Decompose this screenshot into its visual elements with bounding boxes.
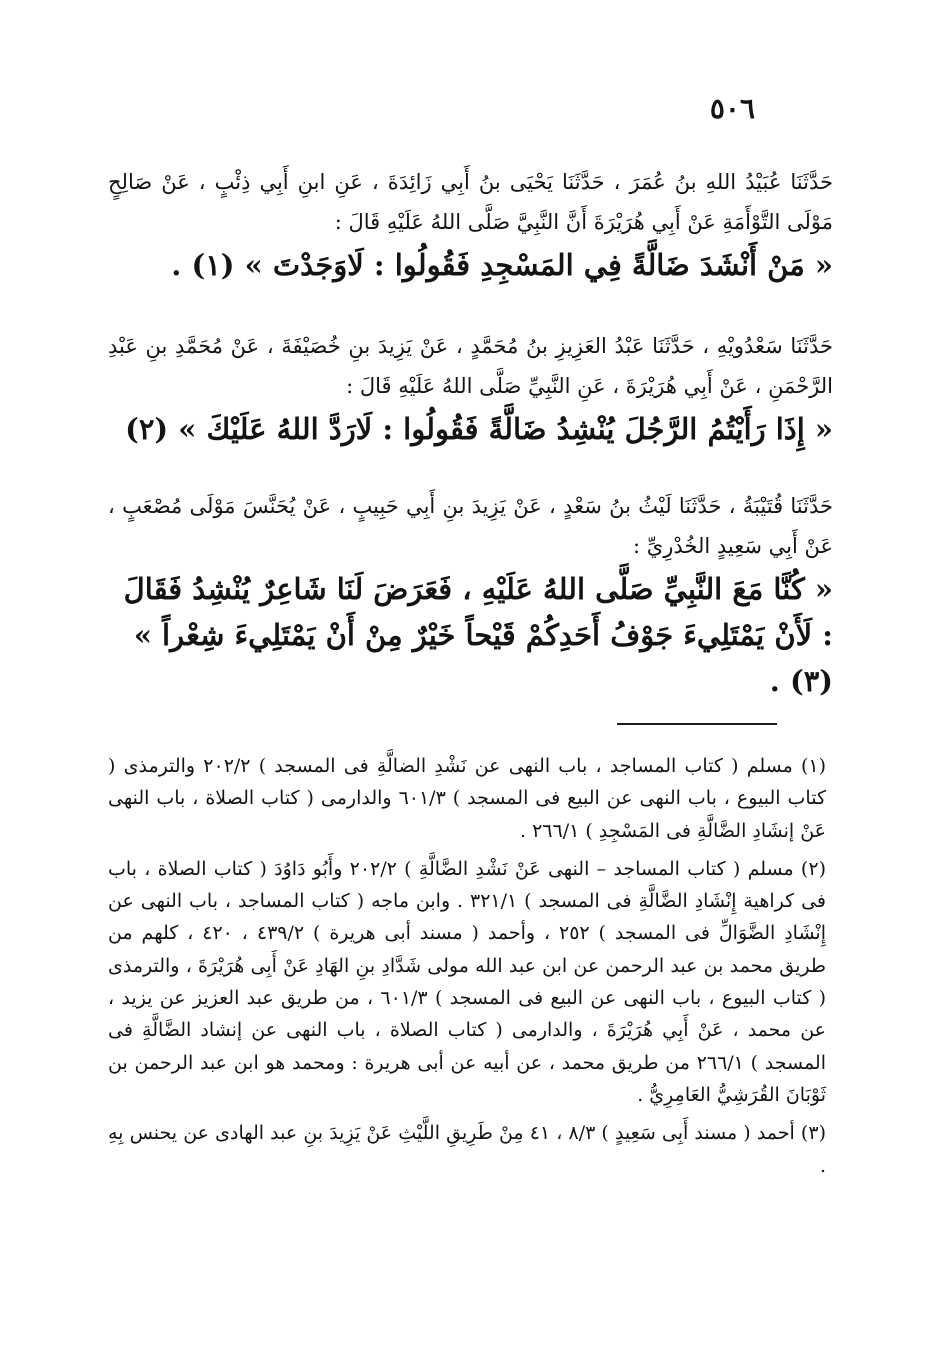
hadith-1-text: « مَنْ أَنْشَدَ ضَالَّةً فِي المَسْجِدِ فَقُولُوا : لَاوَجَدْتَ » (١) . (171, 248, 833, 282)
hadith-block-2 (108, 326, 833, 452)
hadith-3-isnad: حَدَّثَنَا قُتَيْبَةُ ، حَدَّثَنَا لَيْثُ بنُ سَعْدٍ ، عَنْ يَزِيدَ بنِ أَبِي حَبِيبٍ ، عَنْ يُحَنَّسَ مَوْلَى مُصْعَبٍ ، عَنْ أَبِي سَعِيدٍ الخُدْرِيِّ : (108, 494, 833, 558)
footnote-3: (٣) أحمد ( مسند أَبِى سَعِيدٍ ) ٨/٣ ، ٤١ مِنْ طَرِيقِ اللَّيْثِ عَنْ يَزِيدَ بنِ عبد الهادى عن يحنس بِهِ . (108, 1122, 826, 1177)
hadith-1-isnad: حَدَّثَنَا عُبَيْدُ اللهِ بنُ عُمَرَ ، حَدَّثَنَا يَحْيَى بنُ أَبِي زَائِدَةَ ، عَنِ ابنِ أَبِي ذِئْبٍ ، عَنْ صَالِحٍ مَوْلَى التَّوْأَمَةِ عَنْ أَبِي هُرَيْرَةَ أَنَّ النَّبِيَّ صَلَّى اللهُ عَلَيْهِ قَالَ : (108, 170, 833, 234)
hadith-block-3 (108, 486, 833, 704)
hadith-block-1 (108, 162, 833, 288)
hadith-2-text: « إِذَا رَأَيْتُمُ الرَّجُلَ يُنْشِدُ ضَالَّةً فَقُولُوا : لَارَدَّ اللهُ عَلَيْكَ » (٢) (125, 412, 833, 446)
footnote-divider (617, 723, 777, 725)
footnote-2: (٢) مسلم ( كتاب المساجد – النهى عَنْ نَشْدِ الضَّالَّةِ ) ٢٠٢/٢ وأَبُو دَاوُدَ ( كتاب الصلاة ، باب فى كراهية إِنْشَادِ الضَّالَّةِ فى المسجد ) ٣٢١/١ . وابن ماجه ( كتاب المساجد ، باب النهى عن إِنْشَادِ الضَّوَالِّ فى المسجد ) ٢٥٢ ، وأحمد ( مسند أبى هريرة ) ٤٣٩/٢ ، ٤٢٠ ، كلهم من طريق محمد بن عبد الرحمن عن ابن عبد الله مولى شَدَّادِ بنِ الهَادِ عَنْ أَبِى هُرَيْرَةَ ، والترمذى ( كتاب البيوع ، باب النهى عن البيع فى المسجد ) ٦٠١/٣ ، من طريق عبد العزيز عن يزيد ، عن محمد ، عَنْ أَبِي هُرَيْرَةَ ، والدارمى ( كتاب الصلاة ، باب النهى عن إنشاد الضَّالَّةِ فى المسجد ) ٢٦٦/١ من طريق محمد ، عن أبيه عن أبى هريرة : ومحمد هو ابن عبد الرحمن بن ثَوْبَانَ القُرَشِيُّ العَامِرِيُّ . (108, 857, 826, 1106)
hadith-3-text: « كُنَّا مَعَ النَّبِيِّ صَلَّى اللهُ عَلَيْهِ ، فَعَرَضَ لَنَا شَاعِرٌ يُنْشِدُ فَقَالَ : لَأَنْ يَمْتَلِيءَ جَوْفُ أَحَدِكُمْ قَيْحاً خَيْرٌ مِنْ أَنْ يَمْتَلِيءَ شِعْراً » (٣) . (123, 572, 833, 698)
hadith-2-isnad: حَدَّثَنَا سَعْدُويْهِ ، حَدَّثَنَا عَبْدُ العَزِيزِ بنُ مُحَمَّدٍ ، عَنْ يَزِيدَ بنِ خُصَيْفَةَ ، عَنْ مُحَمَّدِ بنِ عَبْدِ الرَّحْمَنِ ، عَنْ أَبِي هُرَيْرَةَ ، عَنِ النَّبِيِّ صَلَّى اللهُ عَلَيْهِ قَالَ : (108, 334, 833, 398)
footnote-1: (١) مسلم ( كتاب المساجد ، باب النهى عن نَشْدِ الضالَّةِ فى المسجد ) ٢٠٢/٢ والترمذى ( كتاب البيوع ، باب النهى عن البيع فى المسجد ) ٦٠١/٣ والدارمى ( كتاب الصلاة ، باب النهى عَنْ إنشَادِ الضَّالَّةِ فى المَسْجِدِ ) ٢٦٦/١ . (108, 755, 826, 842)
footnotes (108, 750, 826, 1182)
page-number: ٥٠٦ (709, 92, 755, 125)
